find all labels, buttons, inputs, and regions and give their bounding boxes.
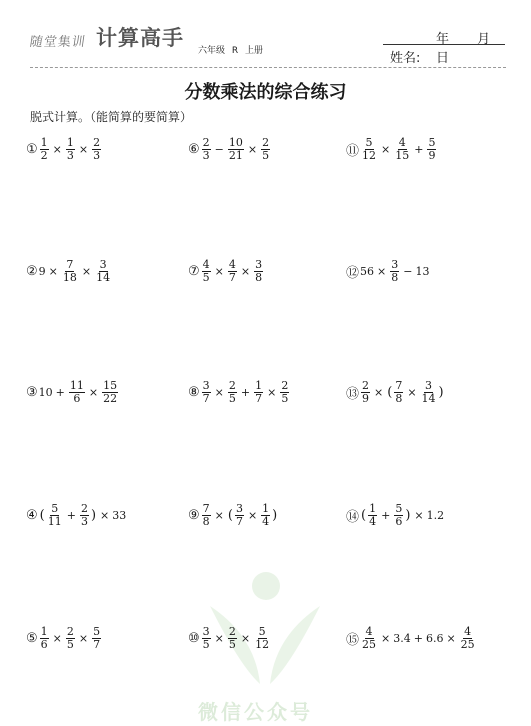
operator: × (48, 265, 58, 278)
parenthesis: ) (405, 508, 411, 523)
problem-number: ⑩ (188, 631, 200, 646)
numerator: 3 (99, 258, 107, 271)
number-value: 13 (415, 265, 430, 278)
problem-5 (26, 626, 102, 651)
denominator: 5 (228, 392, 236, 405)
problem-11 (346, 137, 437, 162)
denominator: 7 (228, 271, 236, 284)
problem-number: ⑫ (346, 266, 360, 281)
operator: × (214, 386, 224, 399)
grade-label: 六年级 R 上册 (198, 46, 263, 56)
numerator: 3 (255, 258, 263, 271)
denominator: 25 (460, 638, 475, 651)
fraction (421, 380, 437, 405)
denominator: 9 (362, 392, 370, 405)
numerator: 4 (202, 258, 210, 271)
numerator: 1 (66, 136, 74, 149)
fraction (361, 626, 377, 651)
denominator: 5 (202, 638, 210, 651)
problem-7 (188, 259, 264, 284)
fraction (202, 380, 211, 405)
operator: × (240, 265, 251, 278)
numerator: 3 (202, 379, 210, 392)
denominator: 8 (202, 515, 210, 528)
fraction (202, 503, 211, 528)
problem-2 (26, 259, 112, 284)
number-value: 1.2 (426, 509, 445, 522)
numerator: 2 (262, 136, 270, 149)
number-value: 10 (38, 386, 53, 399)
denominator: 22 (103, 392, 118, 405)
problem-number: ⑥ (188, 142, 200, 157)
parenthesis: ( (361, 508, 367, 523)
operator: + (66, 509, 76, 522)
operator: × (240, 632, 251, 645)
fraction (228, 259, 237, 284)
fraction (66, 137, 75, 162)
denominator: 5 (202, 271, 210, 284)
numerator: 2 (202, 136, 210, 149)
numerator: 2 (93, 136, 101, 149)
fraction (40, 626, 49, 651)
operator: × (407, 386, 417, 399)
problem-13 (346, 380, 445, 405)
parenthesis: ( (39, 508, 45, 523)
denominator: 15 (395, 149, 410, 162)
date-underline (383, 44, 505, 45)
fraction (368, 503, 377, 528)
number-value: 3.4 (393, 632, 411, 645)
problem-1 (26, 137, 102, 162)
denominator: 2 (40, 149, 48, 162)
fraction (69, 380, 85, 405)
fraction (254, 626, 270, 651)
operator: × (374, 386, 384, 399)
operator: × (377, 265, 387, 278)
fraction (361, 380, 370, 405)
operator: × (52, 143, 62, 156)
date-fields (412, 28, 531, 66)
denominator: 3 (202, 149, 210, 162)
denominator: 7 (235, 515, 243, 528)
denominator: 12 (255, 638, 270, 651)
parenthesis: ) (90, 508, 97, 523)
operator: × (214, 509, 224, 522)
operator: + (55, 386, 65, 399)
numerator: 4 (365, 625, 373, 638)
header-divider (30, 67, 506, 68)
fraction (261, 503, 270, 528)
operator: × (247, 143, 258, 156)
fraction (261, 137, 270, 162)
numerator: 5 (395, 502, 403, 515)
problem-4 (26, 503, 126, 528)
numerator: 7 (202, 502, 210, 515)
parenthesis: ( (227, 508, 233, 523)
fraction (394, 380, 403, 405)
problem-8 (188, 380, 290, 405)
denominator: 9 (428, 149, 436, 162)
numerator: 2 (66, 625, 74, 638)
fraction (95, 259, 111, 284)
denominator: 6 (40, 638, 48, 651)
operator: × (381, 632, 391, 645)
instruction: 脱式计算。（能简算的要简算） (30, 110, 193, 124)
operator: − (403, 265, 413, 278)
numerator: 1 (40, 625, 48, 638)
problem-14 (346, 503, 444, 528)
denominator: 21 (228, 149, 243, 162)
page-title: 分数乘法的综合练习 (184, 82, 347, 103)
problem-number: ⑬ (346, 387, 360, 402)
denominator: 3 (66, 149, 74, 162)
parenthesis: ) (272, 508, 278, 523)
numerator: 2 (362, 379, 370, 392)
numerator: 2 (228, 625, 236, 638)
number-value: 6.6 (425, 632, 444, 645)
problem-number: ③ (26, 385, 38, 400)
operator: × (81, 265, 92, 278)
operator: × (214, 265, 224, 278)
watermark-text: 微信公众号 (198, 700, 313, 724)
operator: × (88, 386, 99, 399)
fraction (66, 626, 75, 651)
operator: × (381, 143, 391, 156)
problem-number: ⑮ (346, 633, 360, 648)
fraction (92, 626, 101, 651)
number-value: 33 (112, 509, 127, 522)
fraction (228, 626, 237, 651)
numerator: 2 (281, 379, 289, 392)
problem-number: ⑭ (346, 510, 360, 525)
denominator: 8 (255, 271, 263, 284)
operator: × (100, 509, 110, 522)
denominator: 7 (93, 638, 101, 651)
operator: × (52, 632, 62, 645)
fraction (394, 137, 410, 162)
fraction (390, 259, 399, 284)
numerator: 4 (464, 625, 472, 638)
denominator: 7 (202, 392, 210, 405)
problem-number: ⑪ (346, 144, 360, 159)
number-value: 9 (38, 265, 46, 278)
denominator: 18 (62, 271, 77, 284)
fraction (361, 137, 377, 162)
fraction (394, 503, 403, 528)
operator: + (413, 632, 423, 645)
denominator: 5 (66, 638, 74, 651)
brand-logo-text: 计算高手 (96, 26, 184, 50)
numerator: 4 (228, 258, 236, 271)
problem-number: ① (26, 142, 38, 157)
problem-9 (188, 503, 278, 528)
numerator: 5 (365, 136, 373, 149)
numerator: 5 (51, 502, 59, 515)
operator: − (214, 143, 224, 156)
fraction (80, 503, 89, 528)
fraction (460, 626, 476, 651)
denominator: 14 (421, 392, 436, 405)
problem-number: ⑦ (188, 264, 200, 279)
numerator: 2 (80, 502, 88, 515)
problem-number: ④ (26, 508, 38, 523)
problem-6 (188, 137, 271, 162)
numerator: 4 (398, 136, 406, 149)
year-label: 年 (436, 32, 450, 47)
problem-number: ⑧ (188, 385, 200, 400)
denominator: 8 (395, 392, 403, 405)
name-label: 姓名: (390, 51, 421, 66)
operator: + (240, 386, 251, 399)
denominator: 5 (281, 392, 289, 405)
operator: × (267, 386, 277, 399)
fraction (427, 137, 436, 162)
numerator: 3 (391, 258, 399, 271)
denominator: 6 (73, 392, 81, 405)
problem-10 (188, 626, 271, 651)
problem-15 (346, 626, 477, 651)
numerator: 11 (69, 379, 84, 392)
numerator: 5 (428, 136, 436, 149)
numerator: 3 (425, 379, 433, 392)
numerator: 1 (262, 502, 270, 515)
numerator: 7 (66, 258, 74, 271)
denominator: 5 (262, 149, 270, 162)
fraction (40, 137, 49, 162)
denominator: 6 (395, 515, 403, 528)
numerator: 3 (235, 502, 243, 515)
denominator: 7 (255, 392, 263, 405)
numerator: 1 (369, 502, 377, 515)
operator: × (446, 632, 456, 645)
denominator: 8 (391, 271, 399, 284)
fraction (228, 380, 237, 405)
numerator: 3 (202, 625, 210, 638)
denominator: 4 (369, 515, 377, 528)
fraction (202, 137, 211, 162)
fraction (47, 503, 63, 528)
numerator: 1 (255, 379, 263, 392)
parenthesis: ( (387, 385, 393, 400)
denominator: 3 (80, 515, 88, 528)
operator: × (247, 509, 258, 522)
numerator: 5 (258, 625, 266, 638)
denominator: 3 (93, 149, 101, 162)
numerator: 15 (103, 379, 118, 392)
denominator: 5 (228, 638, 236, 651)
numerator: 1 (40, 136, 48, 149)
operator: + (414, 143, 424, 156)
fraction (202, 259, 211, 284)
fraction (280, 380, 289, 405)
fraction (254, 380, 263, 405)
fraction (202, 626, 211, 651)
numerator: 10 (228, 136, 243, 149)
problem-number: ⑤ (26, 631, 38, 646)
numerator: 2 (228, 379, 236, 392)
problem-number: ⑨ (188, 508, 200, 523)
day-label: 日 (436, 51, 450, 66)
problem-12 (346, 259, 429, 284)
fraction (254, 259, 263, 284)
operator: + (381, 509, 391, 522)
operator: × (214, 632, 224, 645)
numerator: 5 (93, 625, 101, 638)
operator: × (414, 509, 424, 522)
fraction (102, 380, 118, 405)
brand-subtitle: 随堂集训 (28, 35, 87, 50)
number-value: 56 (360, 265, 375, 278)
denominator: 4 (262, 515, 270, 528)
problem-3 (26, 380, 119, 405)
parenthesis: ) (438, 385, 444, 400)
numerator: 7 (395, 379, 403, 392)
fraction (235, 503, 244, 528)
denominator: 12 (362, 149, 377, 162)
fraction (62, 259, 78, 284)
fraction (92, 137, 101, 162)
denominator: 25 (362, 638, 377, 651)
operator: × (78, 632, 89, 645)
denominator: 11 (47, 515, 62, 528)
operator: × (78, 143, 89, 156)
problem-number: ② (26, 264, 38, 279)
denominator: 14 (96, 271, 111, 284)
fraction (228, 137, 244, 162)
month-label: 月 (477, 32, 491, 47)
